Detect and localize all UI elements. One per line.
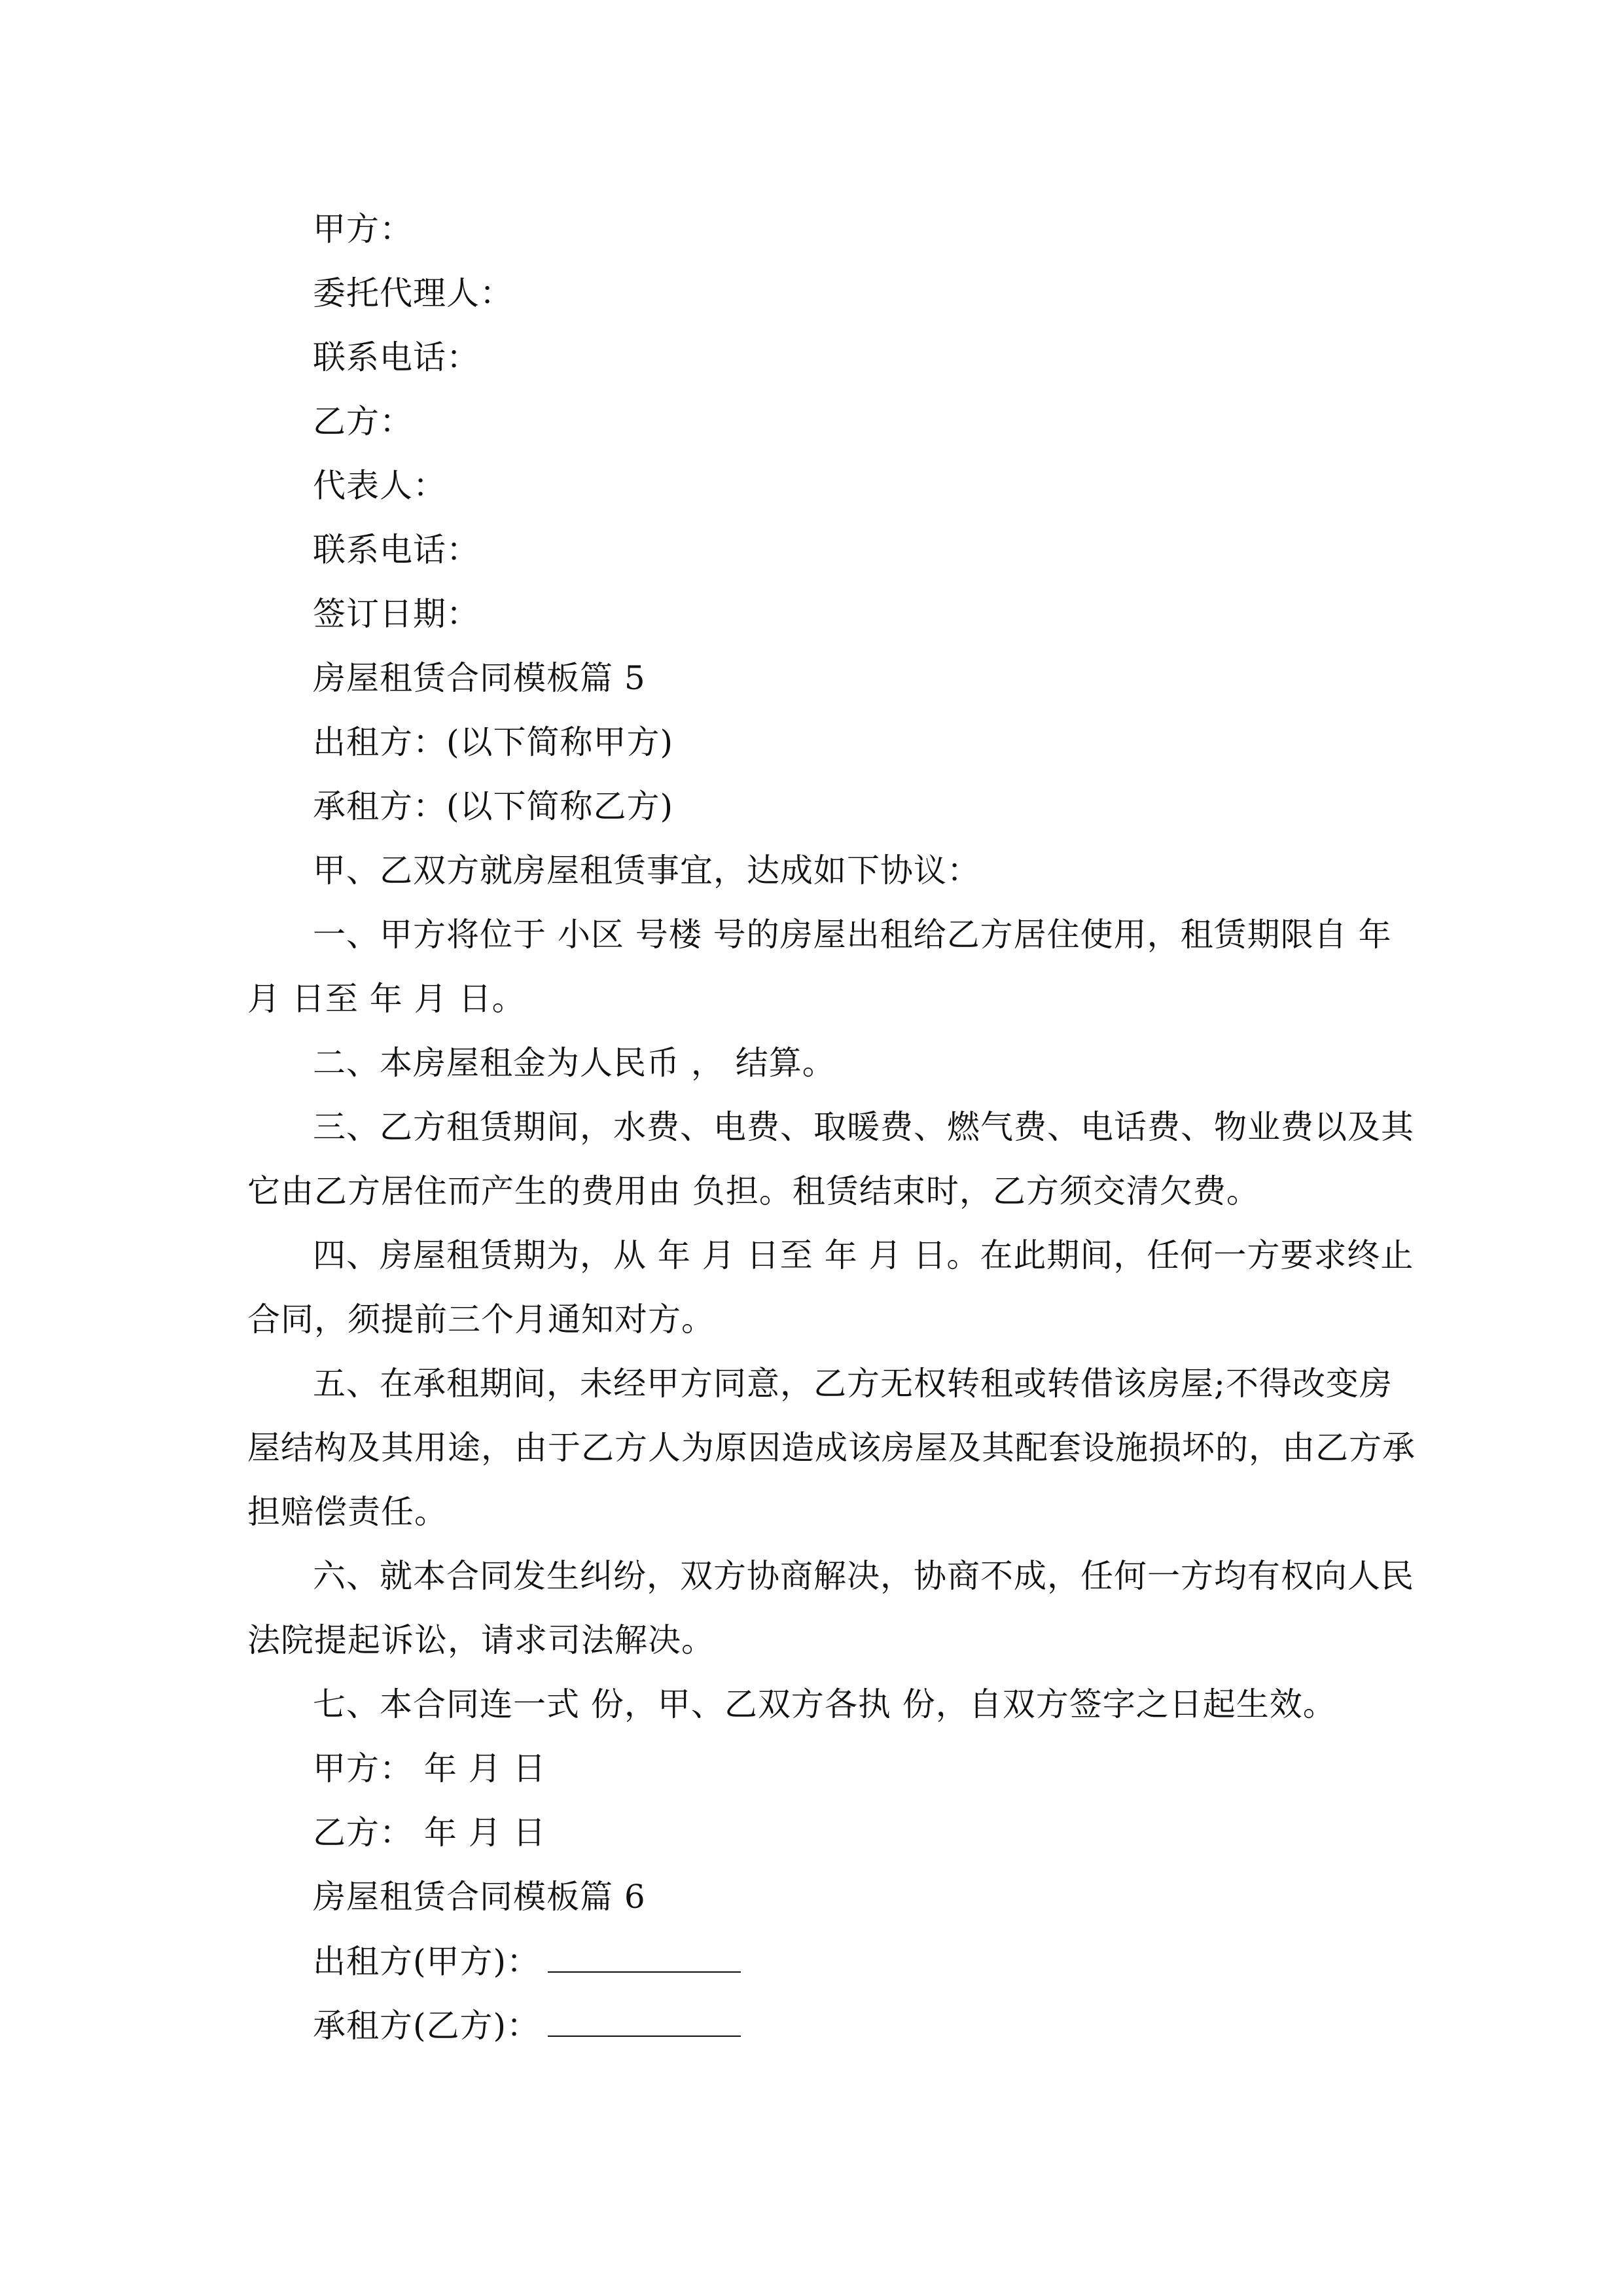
clause-3-line-1: 三、乙方租赁期间，水费、电费、取暖费、燃气费、电话费、物业费以及其 [313,1108,1414,1146]
clause-7: 七、本合同连一式 份，甲、乙双方各执 份，自双方签字之日起生效。 [313,1685,1336,1723]
lessor-party-a-label: 出租方(甲方)： [313,1943,541,1981]
section-title-6: 房屋租赁合同模板篇 6 [313,1878,646,1916]
clause-3-line-2: 它由乙方居住而产生的费用由 负担。租赁结束时，乙方须交清欠费。 [247,1172,1260,1210]
agent-label: 委托代理人： [313,274,513,312]
clause-5-line-2: 屋结构及其用途，由于乙方人为原因造成该房屋及其配套设施损坏的，由乙方承 [247,1429,1416,1467]
lessee-blank-line [548,2005,741,2037]
clause-4-line-1: 四、房屋租赁期为，从 年 月 日至 年 月 日。在此期间，任何一方要求终止 [313,1236,1414,1274]
party-b-label: 乙方： [313,403,413,440]
clause-1-line-1: 一、甲方将位于 小区 号楼 号的房屋出租给乙方居住使用，租赁期限自 年 [313,916,1392,954]
lessor-party-a-row [313,1941,741,1981]
lessor-line: 出租方：(以下简称甲方) [313,723,674,761]
section-title-5: 房屋租赁合同模板篇 5 [313,659,646,697]
lessor-blank-line [548,1941,741,1973]
sign-date-label: 签订日期： [313,595,480,633]
clause-5-line-1: 五、在承租期间，未经甲方同意，乙方无权转租或转借该房屋;不得改变房 [313,1365,1393,1403]
clause-6-line-2: 法院提起诉讼，请求司法解决。 [247,1621,715,1659]
representative-label: 代表人： [313,467,446,505]
clause-5-line-3: 担赔偿责任。 [247,1493,448,1531]
party-a-label: 甲方： [313,210,413,248]
lessee-party-b-row [313,2005,741,2045]
phone-label-a: 联系电话： [313,338,480,376]
clause-2: 二、本房屋租金为人民币 ， 结算。 [313,1044,836,1082]
lessee-line: 承租方：(以下简称乙方) [313,787,674,825]
clause-6-line-1: 六、就本合同发生纠纷，双方协商解决，协商不成，任何一方均有权向人民 [313,1557,1414,1595]
phone-label-b: 联系电话： [313,531,480,569]
clause-4-line-2: 合同，须提前三个月通知对方。 [247,1300,715,1338]
signature-party-b: 乙方： 年 月 日 [313,1814,546,1852]
clause-1-line-2: 月 日至 年 月 日。 [247,980,526,1018]
agreement-intro: 甲、乙双方就房屋租赁事宜，达成如下协议： [313,852,980,889]
lessee-party-b-label: 承租方(乙方)： [313,2007,541,2045]
signature-party-a: 甲方： 年 月 日 [313,1749,546,1787]
